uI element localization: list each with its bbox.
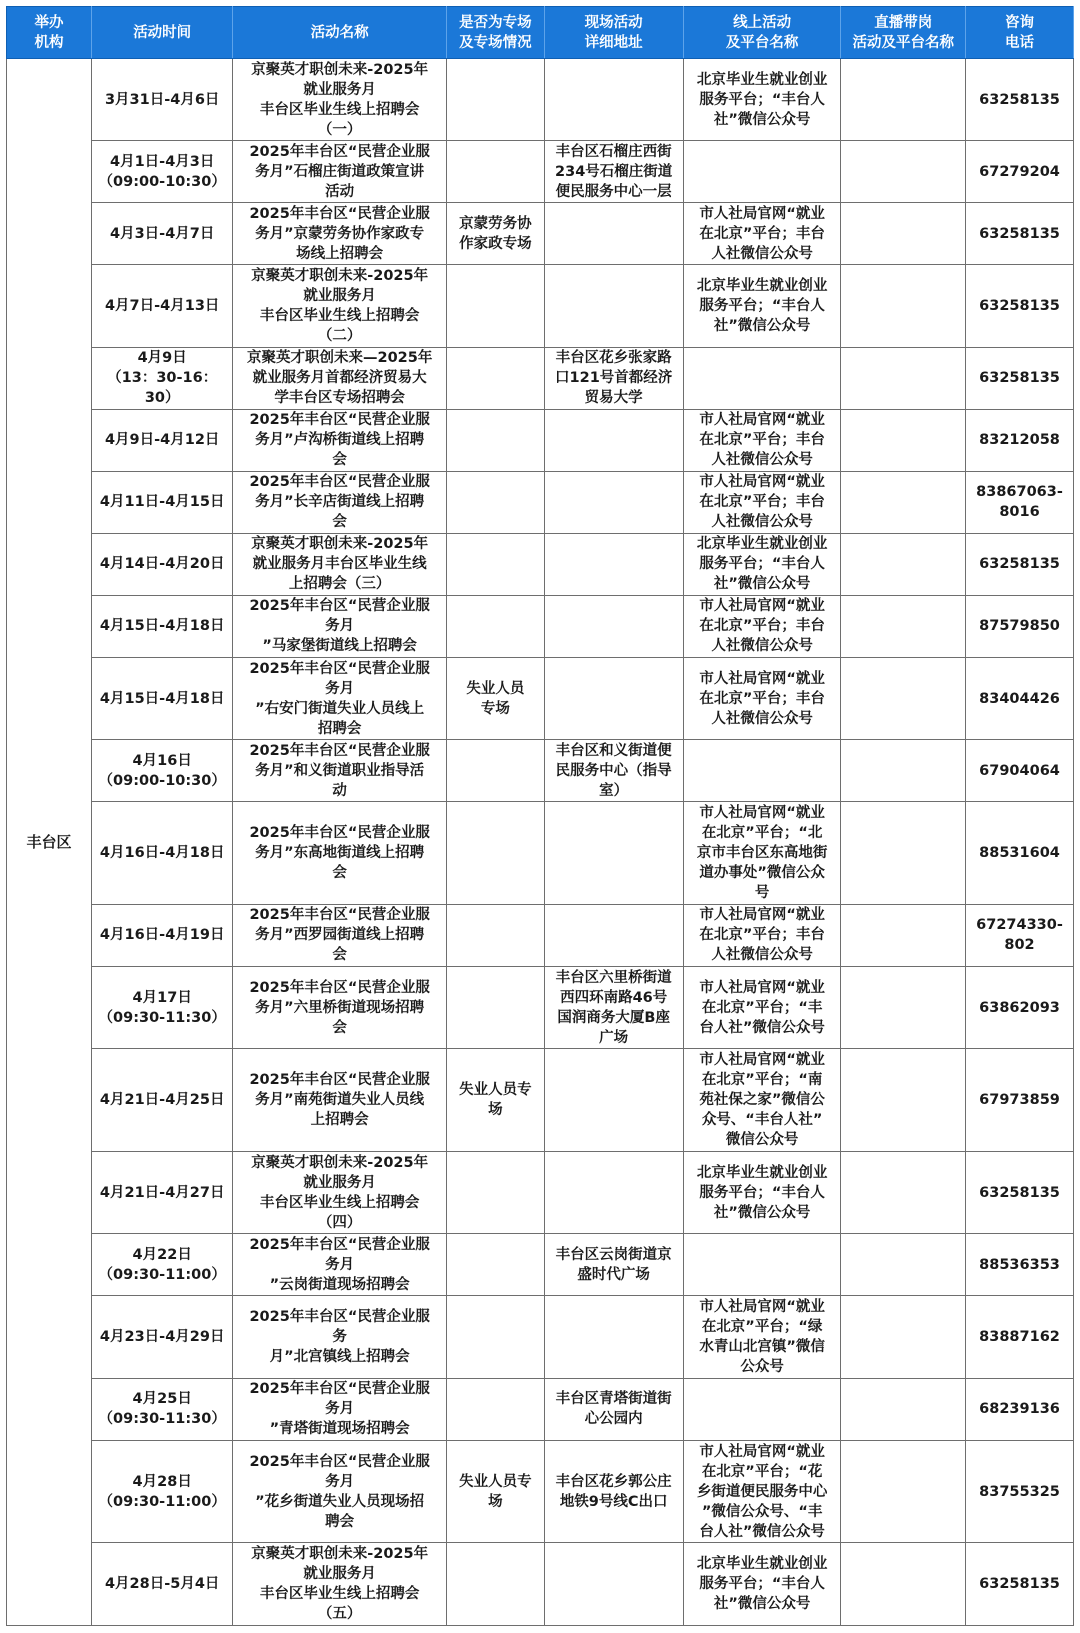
name-cell: 2025年丰台区“民营企业服 务月”东高地街道线上招聘 会 bbox=[233, 802, 447, 905]
online-cell bbox=[683, 1234, 841, 1296]
name-cell: 2025年丰台区“民营企业服 务月”南苑街道失业人员线 上招聘会 bbox=[233, 1049, 447, 1152]
name-cell: 京聚英才职创未来-2025年 就业服务月 丰台区毕业生线上招聘会 （四） bbox=[233, 1151, 447, 1233]
phone-cell: 67279204 bbox=[966, 141, 1074, 203]
address-cell bbox=[544, 471, 683, 533]
address-cell: 丰台区和义街道便 民服务中心（指导 室） bbox=[544, 740, 683, 802]
name-cell: 2025年丰台区“民营企业服 务月”石榴庄街道政策宣讲 活动 bbox=[233, 141, 447, 203]
live-cell bbox=[841, 471, 966, 533]
special-cell bbox=[447, 141, 545, 203]
table-row bbox=[7, 471, 1074, 533]
address-cell bbox=[544, 265, 683, 347]
address-cell: 丰台区石榴庄西街 234号石榴庄街道 便民服务中心一层 bbox=[544, 141, 683, 203]
special-cell: 京蒙劳务协 作家政专场 bbox=[447, 203, 545, 265]
address-cell bbox=[544, 1296, 683, 1378]
time-cell: 4月9日-4月12日 bbox=[92, 409, 233, 471]
table-row bbox=[7, 966, 1074, 1048]
time-cell: 4月23日-4月29日 bbox=[92, 1296, 233, 1378]
table-row bbox=[7, 1543, 1074, 1626]
online-cell bbox=[683, 141, 841, 203]
online-cell bbox=[683, 740, 841, 802]
organizer-cell: 丰台区 bbox=[7, 59, 92, 1626]
phone-cell: 83755325 bbox=[966, 1440, 1074, 1543]
table-row bbox=[7, 802, 1074, 905]
live-cell bbox=[841, 966, 966, 1048]
live-cell bbox=[841, 265, 966, 347]
table-row bbox=[7, 203, 1074, 265]
phone-cell: 63258135 bbox=[966, 203, 1074, 265]
online-cell: 市人社局官网“就业 在北京”平台；“花 乡街道便民服务中心 ”微信公众号、“丰 台人社”微信公众号 bbox=[683, 1440, 841, 1543]
table-row bbox=[7, 657, 1074, 739]
online-cell: 市人社局官网“就业 在北京”平台；丰台 人社微信公众号 bbox=[683, 471, 841, 533]
live-cell bbox=[841, 59, 966, 141]
time-cell: 4月21日-4月27日 bbox=[92, 1151, 233, 1233]
special-cell bbox=[447, 1296, 545, 1378]
online-cell: 北京毕业生就业创业 服务平台；“丰台人 社”微信公众号 bbox=[683, 59, 841, 141]
special-cell bbox=[447, 802, 545, 905]
live-cell bbox=[841, 533, 966, 595]
table-row bbox=[7, 1378, 1074, 1440]
online-cell: 市人社局官网“就业 在北京”平台；丰台 人社微信公众号 bbox=[683, 904, 841, 966]
phone-cell: 88536353 bbox=[966, 1234, 1074, 1296]
name-cell: 京聚英才职创未来-2025年 就业服务月 丰台区毕业生线上招聘会 （五） bbox=[233, 1543, 447, 1626]
time-cell: 4月15日-4月18日 bbox=[92, 657, 233, 739]
live-cell bbox=[841, 1543, 966, 1626]
table-body bbox=[7, 59, 1074, 1626]
name-cell: 京聚英才职创未来-2025年 就业服务月 丰台区毕业生线上招聘会 （一） bbox=[233, 59, 447, 141]
phone-cell: 63258135 bbox=[966, 533, 1074, 595]
name-cell: 2025年丰台区“民营企业服 务月 ”花乡街道失业人员现场招 聘会 bbox=[233, 1440, 447, 1543]
time-cell: 4月14日-4月20日 bbox=[92, 533, 233, 595]
special-cell bbox=[447, 1234, 545, 1296]
address-cell bbox=[544, 657, 683, 739]
time-cell: 4月1日-4月3日 （09:00-10:30） bbox=[92, 141, 233, 203]
online-cell: 市人社局官网“就业 在北京”平台；“南 苑社保之家”微信公 众号、“丰台人社” 微信公众号 bbox=[683, 1049, 841, 1152]
live-cell bbox=[841, 409, 966, 471]
phone-cell: 83887162 bbox=[966, 1296, 1074, 1378]
time-cell: 4月28日-5月4日 bbox=[92, 1543, 233, 1626]
time-cell: 4月15日-4月18日 bbox=[92, 595, 233, 657]
phone-cell: 63258135 bbox=[966, 265, 1074, 347]
address-cell bbox=[544, 904, 683, 966]
phone-cell: 63258135 bbox=[966, 59, 1074, 141]
live-cell bbox=[841, 802, 966, 905]
name-cell: 2025年丰台区“民营企业服 务月”六里桥街道现场招聘 会 bbox=[233, 966, 447, 1048]
special-cell bbox=[447, 59, 545, 141]
phone-cell: 67973859 bbox=[966, 1049, 1074, 1152]
online-cell bbox=[683, 1378, 841, 1440]
live-cell bbox=[841, 1234, 966, 1296]
special-cell bbox=[447, 1151, 545, 1233]
table-row bbox=[7, 1440, 1074, 1543]
special-cell bbox=[447, 904, 545, 966]
table-row bbox=[7, 533, 1074, 595]
phone-cell: 63258135 bbox=[966, 347, 1074, 409]
phone-cell: 63258135 bbox=[966, 1543, 1074, 1626]
address-cell bbox=[544, 1049, 683, 1152]
special-cell: 失业人员专 场 bbox=[447, 1440, 545, 1543]
table-row bbox=[7, 409, 1074, 471]
live-cell bbox=[841, 1440, 966, 1543]
time-cell: 4月17日 （09:30-11:30） bbox=[92, 966, 233, 1048]
online-cell: 市人社局官网“就业 在北京”平台；“丰 台人社”微信公众号 bbox=[683, 966, 841, 1048]
live-cell bbox=[841, 1049, 966, 1152]
time-cell: 4月16日-4月19日 bbox=[92, 904, 233, 966]
live-cell bbox=[841, 657, 966, 739]
online-cell: 北京毕业生就业创业 服务平台；“丰台人 社”微信公众号 bbox=[683, 533, 841, 595]
table-row bbox=[7, 740, 1074, 802]
name-cell: 2025年丰台区“民营企业服 务月 ”右安门街道失业人员线上 招聘会 bbox=[233, 657, 447, 739]
phone-cell: 87579850 bbox=[966, 595, 1074, 657]
live-cell bbox=[841, 347, 966, 409]
phone-cell: 88531604 bbox=[966, 802, 1074, 905]
name-cell: 京聚英才职创未来—2025年 就业服务月首都经济贸易大 学丰台区专场招聘会 bbox=[233, 347, 447, 409]
time-cell: 4月16日-4月18日 bbox=[92, 802, 233, 905]
header-live: 直播带岗 活动及平台名称 bbox=[841, 7, 966, 59]
table-row bbox=[7, 1049, 1074, 1152]
header-row bbox=[7, 7, 1074, 59]
live-cell bbox=[841, 1378, 966, 1440]
address-cell: 丰台区花乡郭公庄 地铁9号线C出口 bbox=[544, 1440, 683, 1543]
header-special: 是否为专场 及专场情况 bbox=[447, 7, 545, 59]
table-row bbox=[7, 595, 1074, 657]
table-row bbox=[7, 265, 1074, 347]
special-cell bbox=[447, 265, 545, 347]
live-cell bbox=[841, 740, 966, 802]
live-cell bbox=[841, 203, 966, 265]
address-cell bbox=[544, 533, 683, 595]
name-cell: 2025年丰台区“民营企业服 务月”京蒙劳务协作家政专 场线上招聘会 bbox=[233, 203, 447, 265]
special-cell: 失业人员专 场 bbox=[447, 1049, 545, 1152]
name-cell: 2025年丰台区“民营企业服 务月”和义街道职业指导活 动 bbox=[233, 740, 447, 802]
name-cell: 2025年丰台区“民营企业服 务月”西罗园街道线上招聘 会 bbox=[233, 904, 447, 966]
address-cell bbox=[544, 802, 683, 905]
online-cell: 市人社局官网“就业 在北京”平台；“北 京市丰台区东高地街 道办事处”微信公众 号 bbox=[683, 802, 841, 905]
online-cell: 市人社局官网“就业 在北京”平台；丰台 人社微信公众号 bbox=[683, 657, 841, 739]
address-cell bbox=[544, 59, 683, 141]
name-cell: 2025年丰台区“民营企业服 务月 ”青塔街道现场招聘会 bbox=[233, 1378, 447, 1440]
special-cell bbox=[447, 347, 545, 409]
address-cell bbox=[544, 203, 683, 265]
phone-cell: 67274330- 802 bbox=[966, 904, 1074, 966]
name-cell: 2025年丰台区“民营企业服 务月 ”云岗街道现场招聘会 bbox=[233, 1234, 447, 1296]
name-cell: 2025年丰台区“民营企业服 务 月”北宫镇线上招聘会 bbox=[233, 1296, 447, 1378]
time-cell: 4月3日-4月7日 bbox=[92, 203, 233, 265]
online-cell: 市人社局官网“就业 在北京”平台；丰台 人社微信公众号 bbox=[683, 595, 841, 657]
time-cell: 3月31日-4月6日 bbox=[92, 59, 233, 141]
live-cell bbox=[841, 904, 966, 966]
address-cell bbox=[544, 595, 683, 657]
table-row bbox=[7, 1296, 1074, 1378]
name-cell: 京聚英才职创未来-2025年 就业服务月 丰台区毕业生线上招聘会 （二） bbox=[233, 265, 447, 347]
phone-cell: 63862093 bbox=[966, 966, 1074, 1048]
phone-cell: 63258135 bbox=[966, 1151, 1074, 1233]
online-cell: 市人社局官网“就业 在北京”平台；“绿 水青山北宫镇”微信 公众号 bbox=[683, 1296, 841, 1378]
online-cell: 市人社局官网“就业 在北京”平台；丰台 人社微信公众号 bbox=[683, 409, 841, 471]
live-cell bbox=[841, 141, 966, 203]
address-cell: 丰台区花乡张家路 口121号首都经济 贸易大学 bbox=[544, 347, 683, 409]
live-cell bbox=[841, 595, 966, 657]
phone-cell: 83212058 bbox=[966, 409, 1074, 471]
time-cell: 4月9日 （13：30-16： 30） bbox=[92, 347, 233, 409]
online-cell bbox=[683, 347, 841, 409]
time-cell: 4月21日-4月25日 bbox=[92, 1049, 233, 1152]
table-row bbox=[7, 141, 1074, 203]
address-cell bbox=[544, 409, 683, 471]
table-row bbox=[7, 904, 1074, 966]
online-cell: 北京毕业生就业创业 服务平台；“丰台人 社”微信公众号 bbox=[683, 1543, 841, 1626]
header-online: 线上活动 及平台名称 bbox=[683, 7, 841, 59]
special-cell bbox=[447, 966, 545, 1048]
time-cell: 4月16日 （09:00-10:30） bbox=[92, 740, 233, 802]
online-cell: 市人社局官网“就业 在北京”平台；丰台 人社微信公众号 bbox=[683, 203, 841, 265]
name-cell: 2025年丰台区“民营企业服 务月”长辛店街道线上招聘 会 bbox=[233, 471, 447, 533]
time-cell: 4月7日-4月13日 bbox=[92, 265, 233, 347]
table-row bbox=[7, 347, 1074, 409]
phone-cell: 68239136 bbox=[966, 1378, 1074, 1440]
online-cell: 北京毕业生就业创业 服务平台；“丰台人 社”微信公众号 bbox=[683, 1151, 841, 1233]
header-time: 活动时间 bbox=[92, 7, 233, 59]
address-cell: 丰台区六里桥街道 西四环南路46号 国润商务大厦B座 广场 bbox=[544, 966, 683, 1048]
special-cell bbox=[447, 740, 545, 802]
live-cell bbox=[841, 1296, 966, 1378]
special-cell bbox=[447, 1378, 545, 1440]
special-cell bbox=[447, 1543, 545, 1626]
header-address: 现场活动 详细地址 bbox=[544, 7, 683, 59]
special-cell bbox=[447, 533, 545, 595]
table-row bbox=[7, 1234, 1074, 1296]
special-cell bbox=[447, 471, 545, 533]
phone-cell: 67904064 bbox=[966, 740, 1074, 802]
time-cell: 4月28日 （09:30-11:00） bbox=[92, 1440, 233, 1543]
name-cell: 2025年丰台区“民营企业服 务月 ”马家堡街道线上招聘会 bbox=[233, 595, 447, 657]
time-cell: 4月25日 （09:30-11:30） bbox=[92, 1378, 233, 1440]
special-cell bbox=[447, 409, 545, 471]
header-phone: 咨询 电话 bbox=[966, 7, 1074, 59]
time-cell: 4月11日-4月15日 bbox=[92, 471, 233, 533]
name-cell: 京聚英才职创未来-2025年 就业服务月丰台区毕业生线 上招聘会（三） bbox=[233, 533, 447, 595]
phone-cell: 83867063- 8016 bbox=[966, 471, 1074, 533]
live-cell bbox=[841, 1151, 966, 1233]
phone-cell: 83404426 bbox=[966, 657, 1074, 739]
online-cell: 北京毕业生就业创业 服务平台；“丰台人 社”微信公众号 bbox=[683, 265, 841, 347]
schedule-table bbox=[6, 6, 1074, 1626]
special-cell bbox=[447, 595, 545, 657]
name-cell: 2025年丰台区“民营企业服 务月”卢沟桥街道线上招聘 会 bbox=[233, 409, 447, 471]
special-cell: 失业人员 专场 bbox=[447, 657, 545, 739]
address-cell bbox=[544, 1543, 683, 1626]
table-row bbox=[7, 59, 1074, 141]
table-row bbox=[7, 1151, 1074, 1233]
address-cell bbox=[544, 1151, 683, 1233]
header-name: 活动名称 bbox=[233, 7, 447, 59]
header-organizer: 举办 机构 bbox=[7, 7, 92, 59]
address-cell: 丰台区云岗街道京 盛时代广场 bbox=[544, 1234, 683, 1296]
time-cell: 4月22日 （09:30-11:00） bbox=[92, 1234, 233, 1296]
address-cell: 丰台区青塔街道街 心公园内 bbox=[544, 1378, 683, 1440]
